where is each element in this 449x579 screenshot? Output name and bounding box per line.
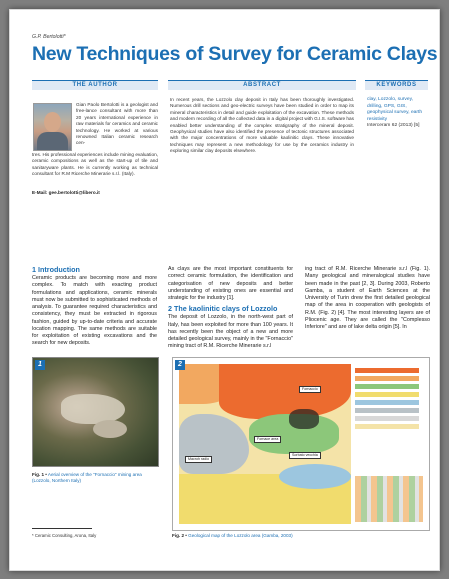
figure-2-number: 2 (175, 360, 185, 370)
figure-2-caption-text: Geological map of the Lozzolo area (Gamba, 2003) (188, 533, 293, 538)
figure-1-caption-label: Fig. 1 • (32, 472, 47, 477)
author-photo (33, 103, 72, 151)
map-label-macroh: Macroh radio (185, 456, 212, 463)
citation-reference: Interceram 62 (2013) [5] (367, 123, 420, 129)
column-3 (305, 266, 430, 331)
figure-1-number: 1 (35, 360, 45, 370)
column-2 (168, 266, 293, 351)
col2-text: The deposit of Lozzolo, in the north-west part of Italy, has been exploited for more than 100 years. It has recently been the object of a new and more detailed geological survey, mainly in the "Fornaccio" mining tract of R.M. Ricerche Minerarie s.r.l (168, 314, 293, 350)
map-label-fornaccio: Fornaccio (299, 386, 321, 393)
map-legend (355, 368, 423, 468)
author-bio-top: Gian Paolo Bertolotti is a geologist and free-lance consultant with more than 20 years international experience in raw materials for ceramics and ceramic technology. He worked at various renowned Italian ceramic research cen- (76, 102, 158, 146)
figure-2-geological-map (172, 357, 430, 531)
heading-kaolinitic-clays: 2 The kaolinitic clays of Lozzolo (168, 304, 278, 314)
keywords-list: clay, Lozzolo, survey, drilling, GPS, GIS, geophysical survey, earth resistivity (367, 97, 423, 122)
article-title: New Techniques of Survey for Ceramic Clays (32, 43, 438, 65)
figure-2-caption-label: Fig. 2 • (172, 533, 187, 538)
geological-map (179, 364, 351, 524)
keywords-block (367, 97, 427, 130)
section-header-abstract: ABSTRACT (168, 80, 356, 90)
footnote: * Ceramic Consulting, Arona, Italy (32, 533, 97, 538)
intro-text: Ceramic products are becoming more and more complex. To match with exacting product formulations and applications, ceramic minerals must now be submitted to sophisticated methods of analysis. To guarantee required characteristics and consistency, they must be extracted in rigorous fashion, guided by up-to-date criteria and accurate location mapping. The same methods are suitable for exploitation of existing excavations and the search for new deposits. (32, 275, 157, 347)
section-header-author: THE AUTHOR (32, 80, 158, 90)
map-label-sorbato: Sorbato vecchia (289, 452, 321, 459)
col2-text-top: As clays are the most important constituents for correct ceramic formulation, the identification and categorisation of new deposits and better understanding of existing ones are essential and strategic for the industry [1]. (168, 266, 293, 301)
figure-1-caption (32, 472, 157, 484)
heading-introduction: 1 Introduction (32, 265, 80, 274)
figure-1-aerial-photo (32, 357, 159, 467)
footnote-rule (32, 528, 92, 529)
column-1 (32, 266, 157, 348)
paper-page (9, 9, 440, 571)
map-label-fornace: Fornace area (254, 436, 281, 443)
col3-text: ing tract of R.M. Ricerche Minerarie s.r.l (Fig. 1). Many geological and mineralogical studies have been made in the past [2, 3]. During 2003, Roberto Gamba, a student of Earth Sciences at the University of Turin drew the first detailed geological map of the area in cooperation with geologists of R.M. (Fig. 2) [4]. The most interesting layers are of Pliocenic age. They are called the "Complesso Inferiore" and are of lake delta origin [5]. In (305, 266, 430, 330)
map-cross-sections (355, 476, 423, 522)
figure-1-caption-text: Aerial overview of the "Fornaccio" mining area (Lozzolo, Northern Italy) (32, 472, 142, 483)
figure-2-caption (172, 533, 428, 539)
abstract-text: In recent years, the Lozzolo clay deposit in Italy has been thoroughly investigated. Numerous drill sections and geo-electric surveys have been studied in order to map its mineral characteristics in detail and guide exploitation of the excavation. These methods and modern recording of all the collected data in a digital project with G.I.S. software has enabled better understanding of the complex stratigraphy of the mineral deposit. Geophysical studies have also identified the presence of tectonic structures associated with the major concentrations of more valuable kaolinitic clays. These innovative techniques may represent a new methodology for use by the ceramics industry in exploring similar clay deposits elsewhere. (170, 97, 354, 154)
author-bio-bottom: tres. His professional experiences include mining evaluation, ceramic compositions as well as the start-up of tile and sanitaryware plants. He is currently working as technical consultant for R.M Ricerche Minerarie s.r.l. (Italy). (32, 152, 158, 177)
author-email: E-Mail: gee.bertolotti@libero.it (32, 190, 100, 195)
author-byline: G.P. Bertolotti* (32, 34, 66, 40)
section-header-keywords: KEYWORDS (365, 80, 428, 90)
